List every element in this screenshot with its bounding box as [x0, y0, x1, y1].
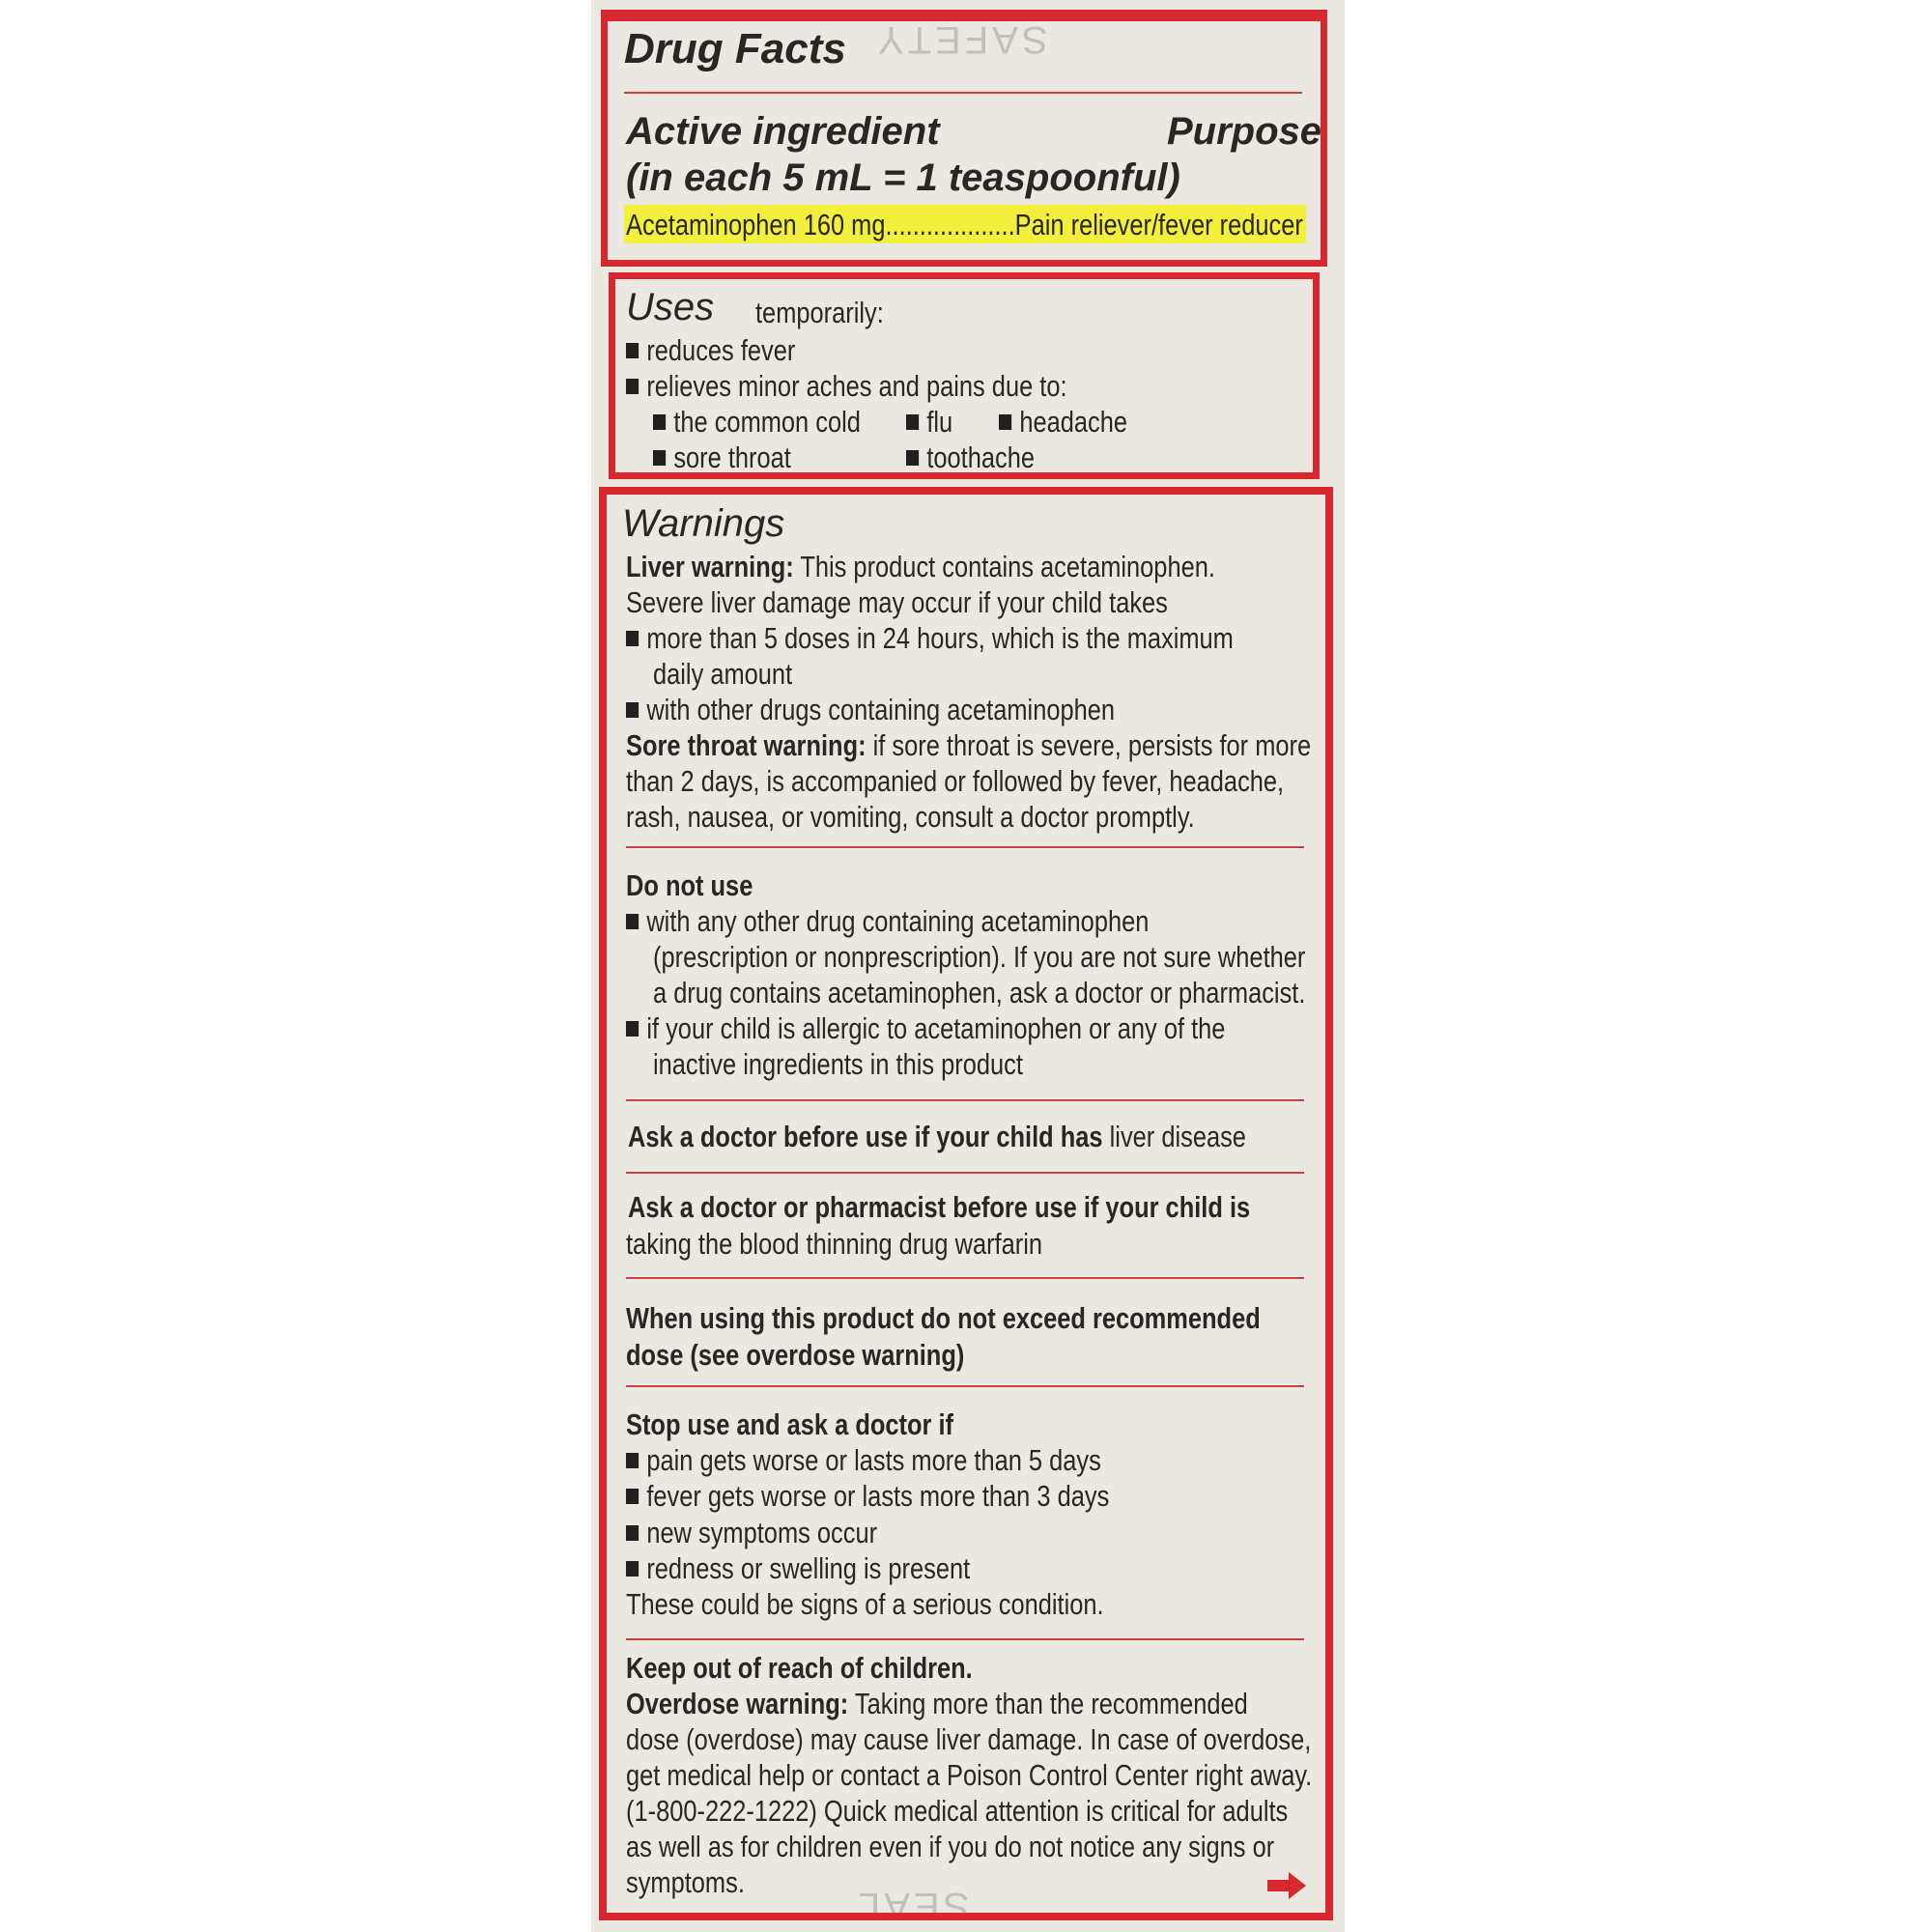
- purpose-heading: Purpose: [1167, 110, 1322, 153]
- liver-warning-line: Severe liver damage may occur if your child takes: [626, 585, 1168, 619]
- ask-pharmacist-heading: Ask a doctor or pharmacist before use if your child is: [628, 1190, 1251, 1224]
- stop-use-footer: These could be signs of a serious condition.: [626, 1587, 1104, 1621]
- divider: [626, 1385, 1304, 1387]
- uses-subitem: flu: [906, 404, 952, 440]
- active-ingredient-subheading: (in each 5 mL = 1 teaspoonful): [626, 156, 1180, 199]
- uses-intro: temporarily:: [755, 296, 884, 329]
- continue-arrow-icon: [1267, 1870, 1306, 1901]
- liver-item-cont: daily amount: [653, 657, 793, 691]
- active-ingredient-heading: Active ingredient: [626, 110, 940, 153]
- divider: [626, 1277, 1304, 1279]
- divider: [626, 1172, 1304, 1174]
- when-using-line: When using this product do not exceed recommended: [626, 1301, 1261, 1335]
- overdose-line: symptoms.: [626, 1865, 745, 1899]
- sore-throat-line: than 2 days, is accompanied or followed by fever, headache,: [626, 764, 1285, 798]
- warnings-heading: Warnings: [622, 502, 785, 545]
- liver-item: with other drugs containing acetaminophen: [626, 692, 1115, 727]
- drug-facts-title: Drug Facts: [624, 25, 846, 72]
- ask-doctor: Ask a doctor before use if your child has liver disease: [628, 1120, 1246, 1153]
- uses-subitem: toothache: [906, 440, 1035, 475]
- do-not-use-item: with any other drug containing acetaminophen: [626, 903, 1149, 939]
- divider: [626, 1638, 1304, 1640]
- overdose-line: dose (overdose) may cause liver damage. In case of overdose,: [626, 1722, 1312, 1756]
- do-not-use-line: (prescription or nonprescription). If you are not sure whether: [653, 940, 1306, 974]
- uses-item: relieves minor aches and pains due to:: [626, 368, 1067, 404]
- uses-item: reduces fever: [626, 332, 795, 368]
- sore-throat-warning: Sore throat warning: if sore throat is severe, persists for more: [626, 728, 1312, 762]
- ingredient-line: Acetaminophen 160 mg...................Pain reliever/fever reducer: [626, 208, 1303, 242]
- liver-item: more than 5 doses in 24 hours, which is the maximum: [626, 620, 1234, 656]
- do-not-use-heading: Do not use: [626, 868, 753, 902]
- keep-out-of-reach: Keep out of reach of children.: [626, 1651, 973, 1685]
- divider: [626, 1099, 1304, 1101]
- stop-use-item: redness or swelling is present: [626, 1550, 970, 1586]
- stop-use-heading: Stop use and ask a doctor if: [626, 1407, 954, 1441]
- do-not-use-line: inactive ingredients in this product: [653, 1047, 1023, 1081]
- divider: [624, 92, 1302, 94]
- seal-watermark: SEAL: [855, 1885, 970, 1927]
- do-not-use-line: a drug contains acetaminophen, ask a doctor or pharmacist.: [653, 976, 1306, 1009]
- uses-subitem: headache: [999, 404, 1127, 440]
- uses-subitem: sore throat: [653, 440, 791, 475]
- divider: [626, 846, 1304, 848]
- ask-pharmacist-text: taking the blood thinning drug warfarin: [626, 1227, 1043, 1261]
- stop-use-item: fever gets worse or lasts more than 3 days: [626, 1478, 1109, 1514]
- liver-warning: Liver warning: This product contains acetaminophen.: [626, 550, 1215, 583]
- when-using-line: dose (see overdose warning): [626, 1338, 965, 1372]
- uses-subitem: the common cold: [653, 404, 861, 440]
- stop-use-item: new symptoms occur: [626, 1515, 877, 1550]
- overdose-line: get medical help or contact a Poison Control Center right away.: [626, 1758, 1313, 1792]
- overdose-warning: Overdose warning: Taking more than the recommended: [626, 1687, 1248, 1720]
- do-not-use-item: if your child is allergic to acetaminophen or any of the: [626, 1010, 1225, 1046]
- safety-watermark: SAFETY: [874, 18, 1048, 61]
- overdose-line: as well as for children even if you do not notice any signs or: [626, 1830, 1275, 1863]
- stop-use-item: pain gets worse or lasts more than 5 days: [626, 1442, 1101, 1478]
- overdose-line: (1-800-222-1222) Quick medical attention is critical for adults: [626, 1794, 1289, 1828]
- uses-heading: Uses: [626, 286, 715, 328]
- sore-throat-line: rash, nausea, or vomiting, consult a doctor promptly.: [626, 800, 1195, 834]
